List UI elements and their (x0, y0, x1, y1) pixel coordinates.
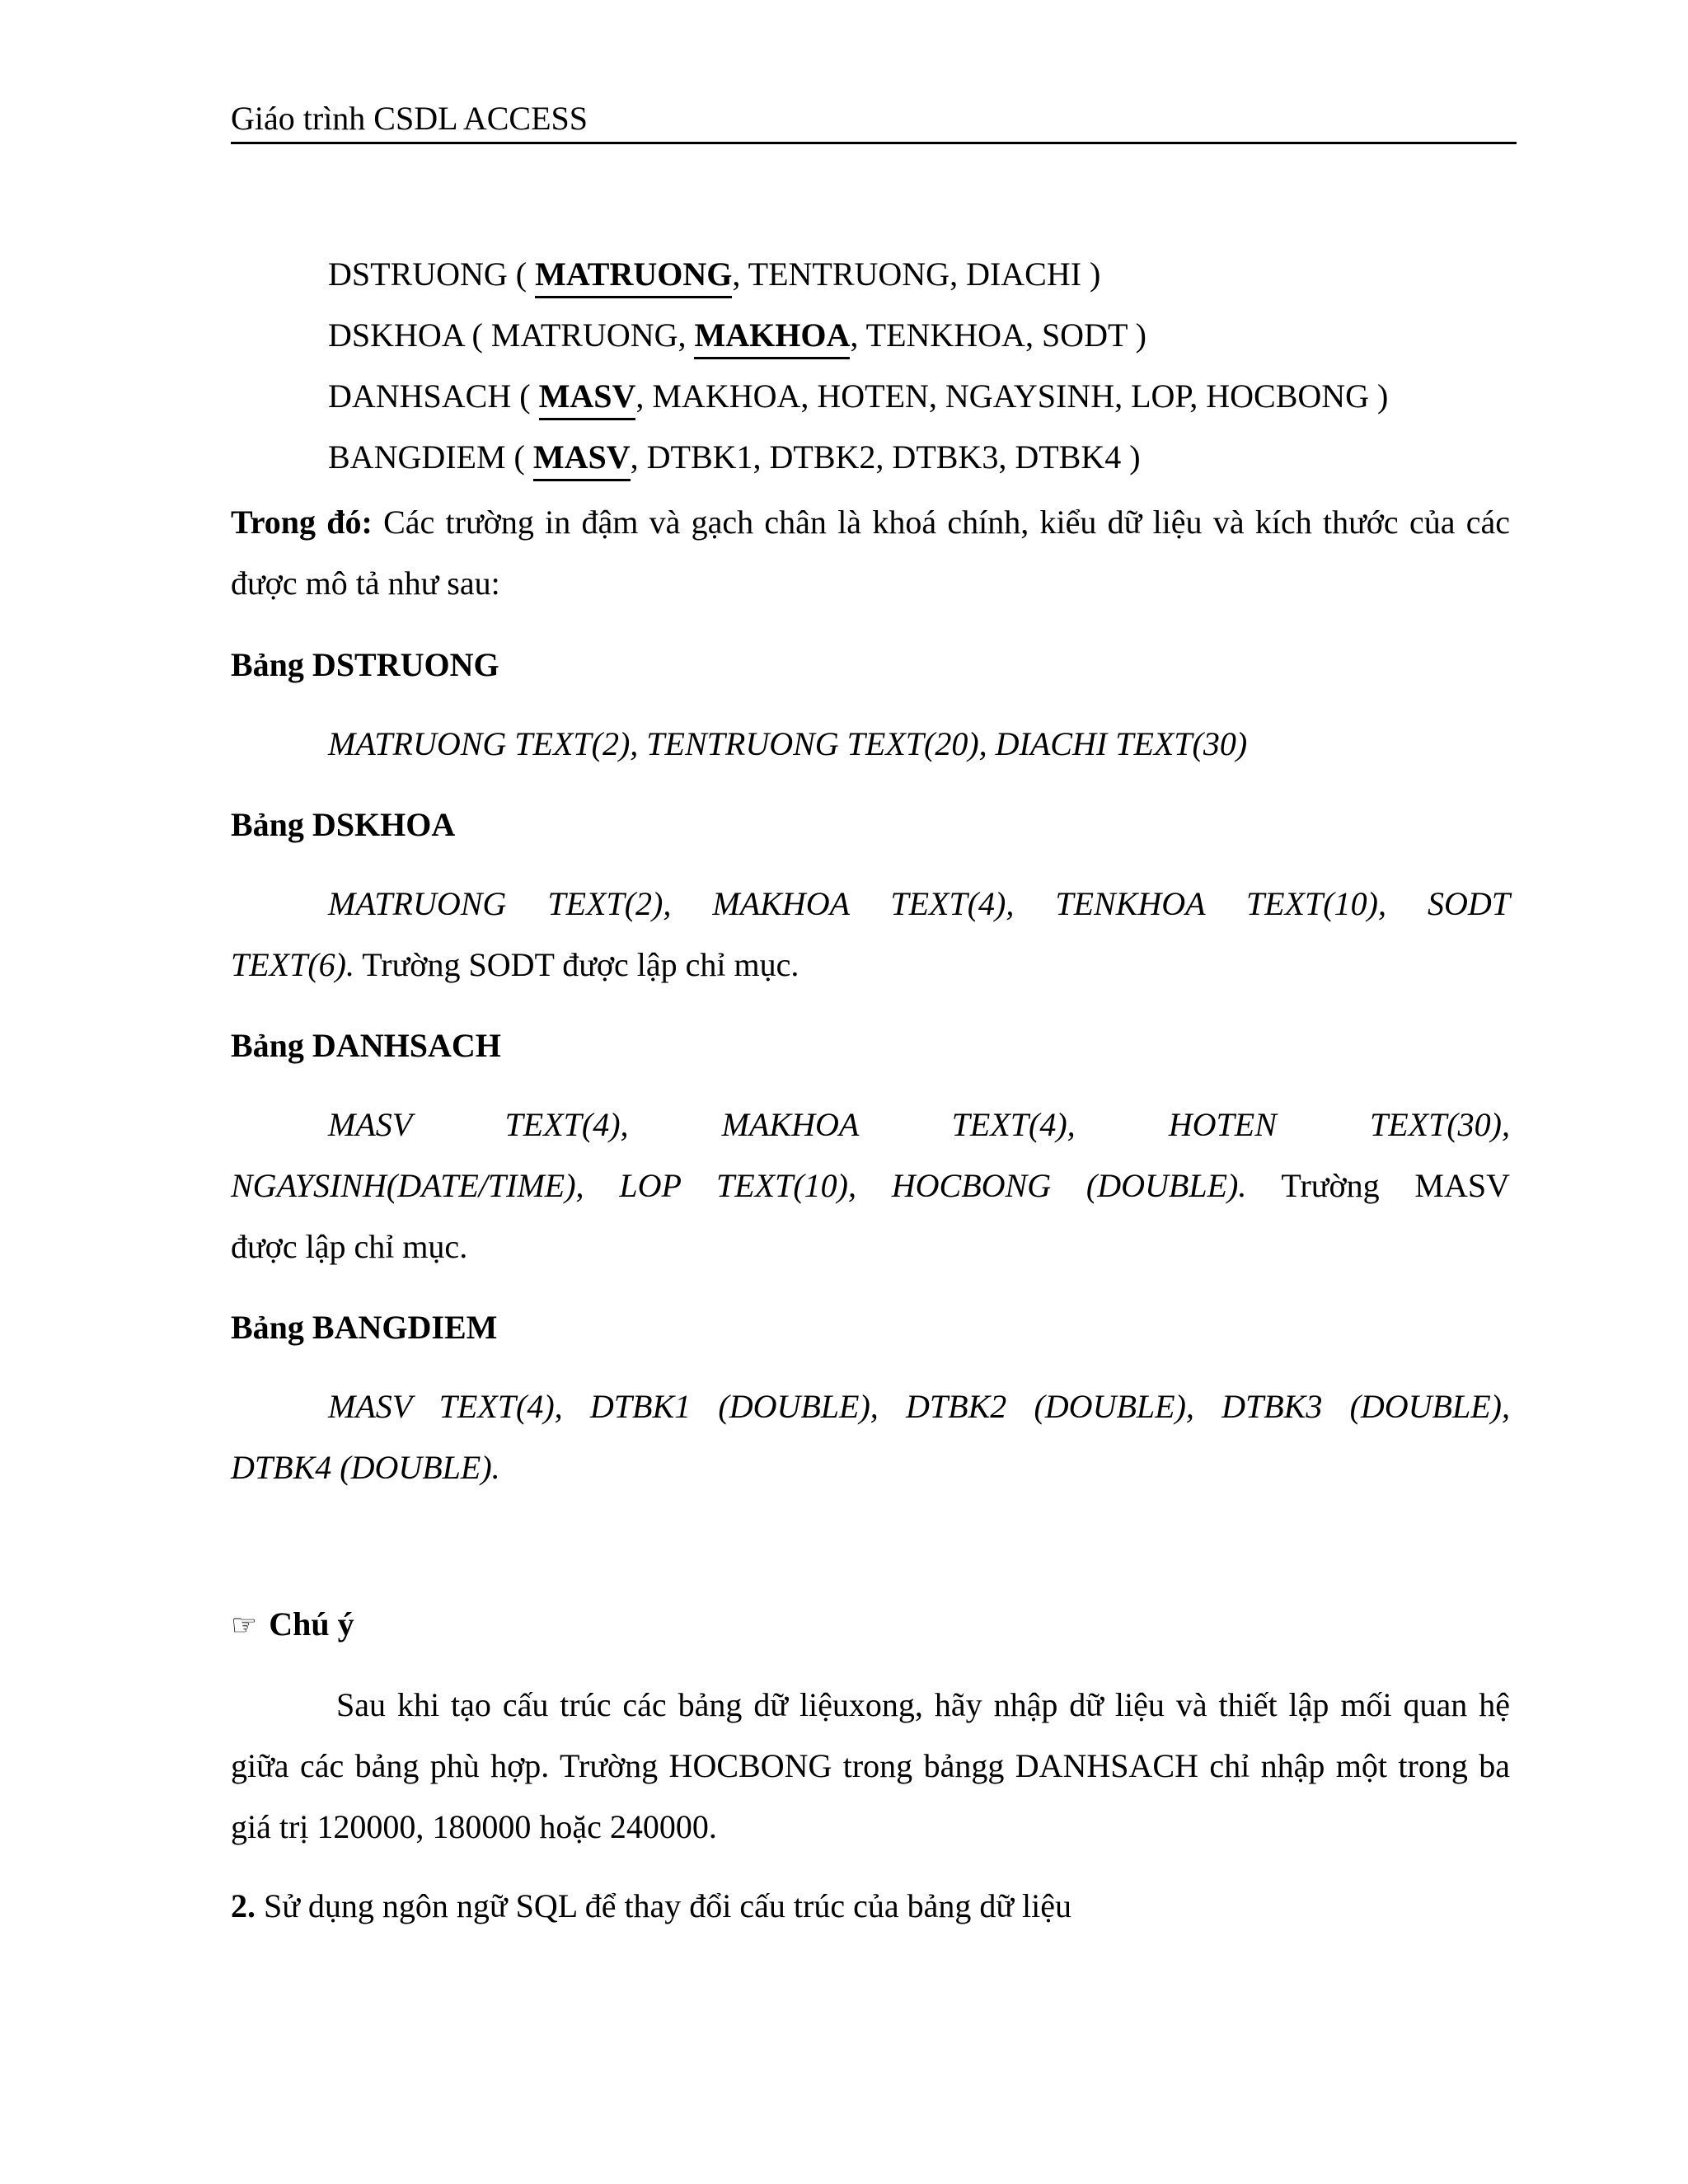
dskhoa-fields-end: TEXT(6). (231, 946, 354, 983)
intro-paragraph (231, 492, 1510, 614)
danhsach-fields-line2-text: NGAYSINH(DATE/TIME), LOP TEXT(10), HOCBONG (DOUBLE). (231, 1167, 1247, 1204)
table-fields-danhsach-line2 (231, 1165, 1510, 1207)
schema-post: , DTBK1, DTBK2, DTBK3, DTBK4 ) (630, 438, 1141, 476)
schema-open: DSKHOA ( (328, 316, 491, 354)
section-2-heading (231, 1886, 1071, 1927)
primary-key: MASV (533, 438, 631, 481)
primary-key: MASV (539, 377, 636, 420)
table-fields-dskhoa-line2 (231, 944, 799, 986)
table-fields-danhsach-line1 (328, 1104, 1510, 1146)
primary-key: MAKHOA (694, 316, 850, 359)
dskhoa-note: Trường SODT được lập chỉ mục. (354, 946, 799, 983)
primary-key: MATRUONG (535, 255, 732, 298)
table-title-danhsach: Bảng DANHSACH (231, 1027, 501, 1064)
schema-dstruong (328, 254, 1100, 295)
table-title-dskhoa: Bảng DSKHOA (231, 806, 456, 843)
schema-pre: MATRUONG, (490, 316, 695, 354)
danhsach-fields-line1-text: MASV TEXT(4), MAKHOA TEXT(4), HOTEN TEXT(30), (328, 1106, 1510, 1143)
header-title: Giáo trình CSDL ACCESS (231, 100, 588, 137)
danhsach-note-line3: được lập chỉ mục. (231, 1228, 468, 1265)
schema-open: DSTRUONG ( (328, 255, 536, 293)
schema-dskhoa (328, 315, 1146, 356)
intro-label: Trong đó: (231, 504, 373, 541)
table-title-bangdiem: Bảng BANGDIEM (231, 1309, 498, 1346)
schema-post: , TENKHOA, SODT ) (850, 316, 1146, 354)
table-fields-dstruong: MATRUONG TEXT(2), TENTRUONG TEXT(20), DIACHI TEXT(30) (328, 725, 1248, 762)
page-header (231, 96, 1517, 144)
note-title: Chú ý (269, 1605, 354, 1643)
schema-open: BANGDIEM ( (328, 438, 533, 476)
schema-post: , TENTRUONG, DIACHI ) (732, 255, 1101, 293)
pointing-hand-icon: ☞ (231, 1609, 258, 1642)
schema-open: DANHSACH ( (328, 377, 539, 415)
schema-bangdiem (328, 437, 1141, 478)
intro-text: Các trường in đậm và gạch chân là khoá chính, kiểu dữ liệu và kích thước của các được mô tả như sau: (231, 504, 1510, 602)
note-heading (231, 1604, 354, 1646)
table-title-dstruong: Bảng DSTRUONG (231, 646, 499, 683)
table-fields-dskhoa-line1: MATRUONG TEXT(2), MAKHOA TEXT(4), TENKHOA TEXT(10), SODT (328, 885, 1510, 922)
schema-danhsach (328, 376, 1388, 417)
danhsach-note-line2: Trường MASV (1246, 1167, 1510, 1204)
table-fields-bangdiem-line1: MASV TEXT(4), DTBK1 (DOUBLE), DTBK2 (DOUBLE), DTBK3 (DOUBLE), (328, 1388, 1510, 1425)
schema-post: , MAKHOA, HOTEN, NGAYSINH, LOP, HOCBONG ) (635, 377, 1389, 415)
section-number: 2. (231, 1887, 256, 1924)
note-paragraph: Sau khi tạo cấu trúc các bảng dữ liệuxong, hãy nhập dữ liệu và thiết lập mối quan hệ giữa các bảng phù hợp. Trường HOCBONG trong bảngg DANHSACH chỉ nhập một trong ba giá trị 120000, 180000 hoặc 240000. (231, 1686, 1510, 1845)
section-text: Sử dụng ngôn ngữ SQL để thay đổi cấu trúc của bảng dữ liệu (256, 1887, 1072, 1924)
table-fields-bangdiem-line2: DTBK4 (DOUBLE). (231, 1449, 500, 1486)
